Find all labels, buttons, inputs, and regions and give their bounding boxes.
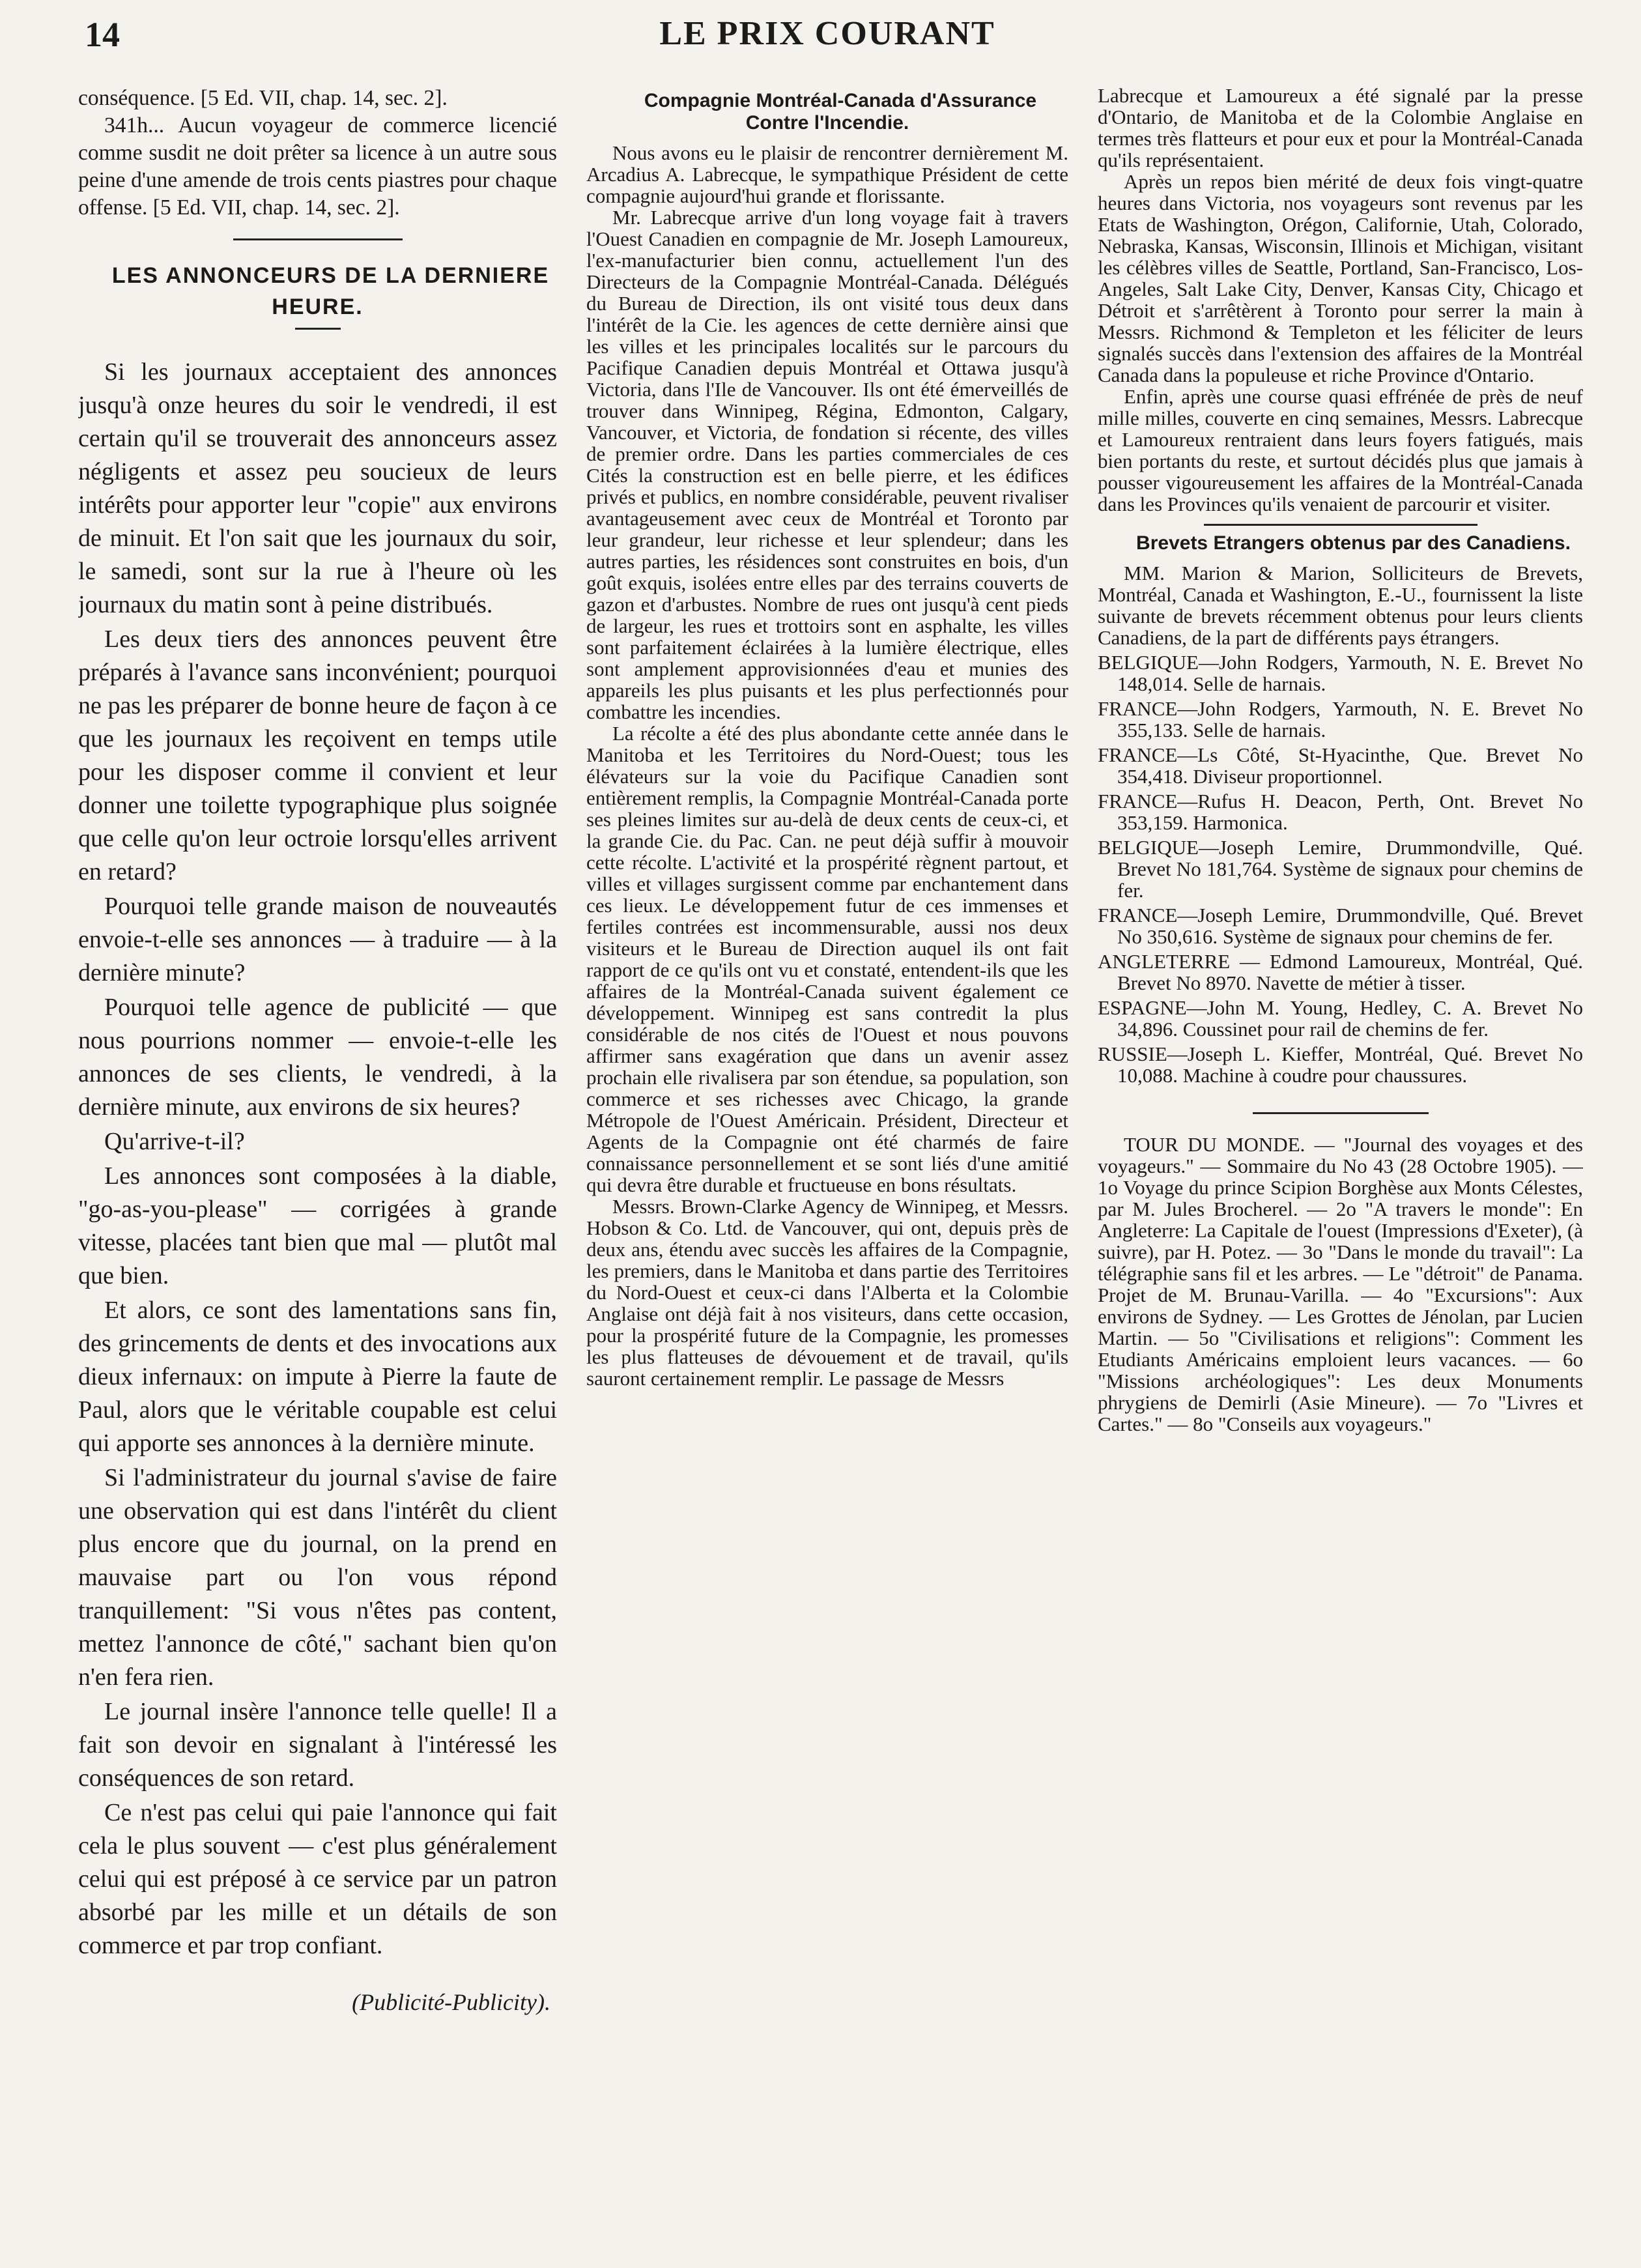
patent-entry: FRANCE—Joseph Lemire, Drummondville, Qué. Brevet No 350,616. Système de signaux pour chemins de fer. <box>1098 904 1583 948</box>
patent-entry: FRANCE—Rufus H. Deacon, Perth, Ont. Brevet No 353,159. Harmonica. <box>1098 790 1583 834</box>
article-paragraph: Après un repos bien mérité de deux fois vingt-quatre heures dans Victoria, nos voyageurs sont revenus par les Etats de Washington, Orégon, Californie, Utah, Colorado, Nebraska, Kansas, Wisconsin, Illinois et Michigan, visitant les célèbres villes de Seattle, Portland, San-Francisco, Los-Angeles, Salt Lake City, Denver, Kansas City, Chicago et Détroit et s'arrêtèrent à Toronto pour serrer la main à Messrs. Richmond & Templeton et les féliciter de leurs signalés succès dans l'extension des affaires de la Montréal Canada dans la populeuse et riche Province d'Ontario. <box>1098 170 1583 386</box>
article-paragraph: Qu'arrive-t-il? <box>104 1128 245 1155</box>
article-heading: LES ANNONCEURS DE LA DERNIERE HEURE. <box>111 263 550 319</box>
patent-entry: BELGIQUE—John Rodgers, Yarmouth, N. E. Brevet No 148,014. Selle de harnais. <box>1098 651 1583 695</box>
article-paragraph: Les deux tiers des annonces peuvent être préparés à l'avance sans inconvénient; pourquoi ne pas les préparer de bonne heure de façon à ce que les journaux les reçoivent en temps utile pour les disposer comme il convient et leur donner une toilette typographique plus soignée que celle qu'on leur octroie lorsqu'elles arrivent en retard? <box>78 625 557 885</box>
section-divider <box>1253 1112 1429 1114</box>
article-paragraph: Si les journaux acceptaient des annonces jusqu'à onze heures du soir le vendredi, il est certain qu'il se trouverait des annonceurs assez négligents et assez peu soucieux de leurs intérêts pour apporter leur "copie" aux environs de minuit. Et l'on sait que les journaux du soir, le samedi, sont sur la rue à l'heure où les journaux du matin sont à peine distribués. <box>78 358 557 618</box>
article-paragraph: Enfin, après une course quasi effrénée de près de neuf mille milles, couverte en cinq semaines, Messrs. Labrecque et Lamoureux rentraient dans leurs foyers fatigués, mais bien portants du reste, et surtout décidés plus que jamais à pousser vigoureusement les affaires de la Montréal-Canada dans les Provinces qu'ils venaient de parcourir et visiter. <box>1098 385 1583 515</box>
column-right <box>1098 85 1583 2241</box>
article-paragraph: Ce n'est pas celui qui paie l'annonce qui fait cela le plus souvent — c'est plus généralement celui qui est préposé à ce service par un patron absorbé par les mille et un détails de son commerce et par trop confiant. <box>78 1799 557 1959</box>
article-paragraph: Et alors, ce sont des lamentations sans fin, des grincements de dents et des invocations aux dieux infernaux: on impute à Pierre la faute de Paul, alors que le véritable coupable est celui qui apporte ses annonces à la dernière minute. <box>78 1297 557 1457</box>
heading-underline <box>295 328 341 330</box>
article-paragraph: Pourquoi telle grande maison de nouveautés envoie-t-elle ses annonces — à traduire — à la dernière minute? <box>78 893 557 986</box>
article-paragraph: Si l'administrateur du journal s'avise de faire une observation qui est dans l'intérêt du client plus encore que du journal, on la prend en mauvaise part ou l'on vous répond tranquillement: "Si vous n'êtes pas content, mettez l'annonce de côté," sachant bien qu'on n'en fera rien. <box>78 1464 557 1691</box>
patent-entry: FRANCE—Ls Côté, St-Hyacinthe, Que. Brevet No 354,418. Diviseur proportionnel. <box>1098 743 1583 788</box>
article-paragraph: conséquence. [5 Ed. VII, chap. 14, sec. 2]. <box>78 86 448 110</box>
journal-title: LE PRIX COURANT <box>659 15 995 52</box>
article-paragraph: Nous avons eu le plaisir de rencontrer dernièrement M. Arcadius A. Labrecque, le sympathique Président de cette compagnie aujourd'hui grande et florissante. <box>586 141 1068 207</box>
article-paragraph: Pourquoi telle agence de publicité — que nous pourrions nommer — envoie-t-elle les annonces de ses clients, le vendredi, à la dernière minute, aux environs de six heures? <box>78 994 557 1121</box>
patent-entry: ESPAGNE—John M. Young, Hedley, C. A. Brevet No 34,896. Coussinet pour rail de chemins de fer. <box>1098 996 1583 1041</box>
article-paragraph: 341h... Aucun voyageur de commerce licencié comme susdit ne doit prêter sa licence à un autre sous peine d'une amende de trois cents piastres pour chaque offense. [5 Ed. VII, chap. 14, sec. 2]. <box>78 113 557 220</box>
article-signature: (Publicité-Publicity). <box>352 1989 550 2015</box>
tour-du-monde-notice: TOUR DU MONDE. — "Journal des voyages et des voyageurs." — Sommaire du No 43 (28 Octobre 1905). — 1o Voyage du prince Scipion Borghèse aux Monts Célestes, par M. Jules Brocherel. — 2o "A travers le monde": En Angleterre: La Capitale de l'ouest (Impressions d'Exeter), (à suivre), par H. Potez. — 3o "Dans le monde du travail": La télégraphie sans fil et les arbres. — Le "détroit" de Panama. Projet de M. Brunau-Varilla. — 4o "Excursions": Aux environs de Sydney. — Les Grottes de Jénolan, par Lucien Martin. — 5o "Civilisations et religions": Comment les Etudiants Américains emploient leurs vacances. — 6o "Missions archéologiques": Les deux Monuments phrygiens de Demirli (Asie Mineure). — 7o "Livres et Cartes." — 8o "Conseils aux voyageurs." <box>1098 1133 1583 1435</box>
article-paragraph: Les annonces sont composées à la diable, "go-as-you-please" — corrigées à grande vitesse, placées tant bien que mal — plutôt mal que bien. <box>78 1162 557 1289</box>
column-left <box>78 85 557 2241</box>
article-heading: Compagnie Montréal-Canada d'Assurance Contre l'Incendie. <box>644 90 1037 134</box>
patent-entry: FRANCE—John Rodgers, Yarmouth, N. E. Brevet No 355,133. Selle de harnais. <box>1098 697 1583 741</box>
section-divider <box>233 238 403 240</box>
patent-entry: RUSSIE—Joseph L. Kieffer, Montréal, Qué. Brevet No 10,088. Machine à coudre pour chaussures. <box>1098 1042 1583 1087</box>
patent-entry: ANGLETERRE — Edmond Lamoureux, Montréal, Qué. Brevet No 8970. Navette de métier à tisser. <box>1098 950 1583 994</box>
column-middle <box>586 85 1068 2241</box>
article-paragraph: Labrecque et Lamoureux a été signalé par la presse d'Ontario, de Manitoba et de la Colombie Anglaise en termes très flatteurs et pour eux et pour la Montréal-Canada qu'ils représentaient. <box>1098 85 1583 171</box>
page-header <box>72 12 1583 64</box>
article-paragraph: Le journal insère l'annonce telle quelle! Il a fait son devoir en signalant à l'intéressé les conséquences de son retard. <box>78 1698 557 1792</box>
article-heading: Brevets Etrangers obtenus par des Canadiens. <box>1136 532 1571 554</box>
article-paragraph: La récolte a été des plus abondante cette année dans le Manitoba et les Territoires du Nord-Ouest; tous les élévateurs sur la voie du Pacifique Canadien sont entièrement remplis, la Compagnie Montréal-Canada porte ses pleines limites sur au-delà de deux cents de ceux-ci, et la grande Cie. du Pac. Can. ne peut déjà suffir à mouvoir cette récolte. L'activité et la prospérité règnent partout, et villes et villages surgissent comme par enchantement dans ces lieux. Le développement futur de ces immenses et fertiles contrées est incommensurable, aussi nos deux visiteurs et le Bureau de Direction auquel ils ont fait rapport de ce qu'ils ont vu et constaté, entendent-ils que les affaires de la Montréal-Canada suivent également ce développement. Winnipeg est sans contredit la plus considérable de nos cités de l'Ouest et nous pouvons affirmer sans exagération que dans un avenir assez prochain elle rivalisera par son étendue, sa population, son commerce et ses richesses avec Chicago, la grande Métropole de l'Ouest Américain. Président, Directeur et Agents de la Compagnie ont été charmés de faire connaissance personnellement et se sont liés d'une amitié qui devra être durable et fructueuse en bons résultats. <box>586 722 1068 1196</box>
patents-intro: MM. Marion & Marion, Solliciteurs de Brevets, Montréal, Canada et Washington, E.-U., fournissent la liste suivante de brevets récemment obtenus pour leurs clients Canadiens, de la part de différents pays étrangers. <box>1098 562 1583 649</box>
article-paragraph: Mr. Labrecque arrive d'un long voyage fait à travers l'Ouest Canadien en compagnie de Mr. Joseph Lamoureux, l'ex-manufacturier bien connu, actuellement l'un des Directeurs de la Compagnie Montréal-Canada. Délégués du Bureau de Direction, ils ont visité tous deux dans l'intérêt de la Cie. les agences de cette dernière ainsi que les villes et les principales localités sur le parcours du Pacifique Canadien depuis Montréal et Ottawa jusqu'à Victoria, dans l'Ile de Vancouver. Ils ont été émerveillés de trouver dans Winnipeg, Régina, Edmonton, Calgary, Vancouver, et Victoria, de fondation si récente, des villes de premier ordre. Dans les parties commerciales de ces Cités la construction est en belle pierre, et les édifices privés et publics, en nombre considérable, peuvent rivaliser avantageusement avec ceux de Montréal et Toronto par leur grandeur, leur richesse et leur splendeur; dans les autres parties, les résidences sont construites en bois, d'un goût exquis, isolées entre elles par des terrains couverts de gazon et d'arbustes. Nombre de rues ont jusqu'à cent pieds de largeur, les rues et trottoirs sont en asphalte, les villes sont parfaitement éclairées à la lumière électrique, elles sont amplement approvisionnées d'eau et munies des appareils les plus puisants et les plus perfectionnés pour combattre les incendies. <box>586 206 1068 723</box>
section-divider <box>1204 524 1477 526</box>
page-number: 14 <box>85 15 120 54</box>
article-paragraph: Messrs. Brown-Clarke Agency de Winnipeg, et Messrs. Hobson & Co. Ltd. de Vancouver, qui ont, depuis près de deux ans, étendu avec succès les affaires de la Compagnie, les premiers, dans le Manitoba et dans partie des Territoires du Nord-Ouest et ceux-ci dans l'Alberta et la Colombie Anglaise ont déjà fait à nos visiteurs, dans cette occasion, pour la prospérité future de la Compagnie, les promesses les plus flatteuses de dévouement et de travail, qu'ils sauront certainement remplir. Le passage de Messrs <box>586 1195 1068 1390</box>
patent-entry: BELGIQUE—Joseph Lemire, Drummondville, Qué. Brevet No 181,764. Système de signaux pour chemins de fer. <box>1098 836 1583 902</box>
